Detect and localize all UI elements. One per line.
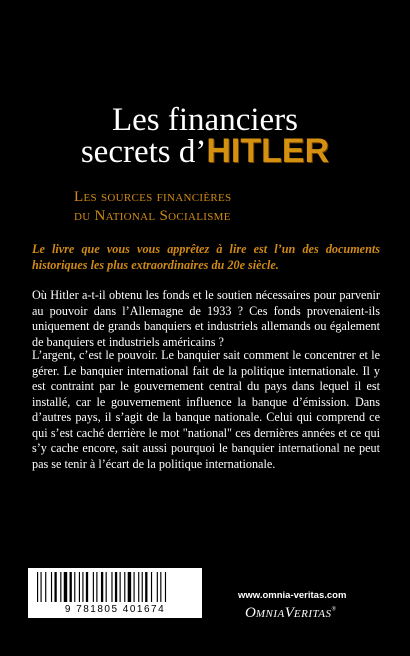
book-title-line1: Les financiers <box>112 102 298 138</box>
intro-text: Le livre que vous vous apprêtez à lire est l’un des documents historiques les plus extraordinaires du 20e siècle. <box>32 242 380 272</box>
publisher-website[interactable]: www.omnia-veritas.com <box>238 590 347 601</box>
barcode <box>28 568 202 618</box>
barcode-bars <box>35 572 195 604</box>
body-paragraph-2: L’argent, c’est le pouvoir. Le banquier sait comment le concentrer et le gérer. Le banquier international fait de la politique internationale. Il y est contraint par le gouvernement central du pays dans lequel il est installé, car le gouvernement influence la banque d’émission. Dans d’autres pays, il s’agit de la banque nationale. Celui qui comprend ce qui s’est caché derrière le mot "national" ces dernières années et ce qui s’y cache encore, sait aussi pourquoi le banquier international ne peut pas se tenir à l’écart de la politique internationale. <box>32 348 380 471</box>
isbn-number: 9 781805 401674 <box>64 604 166 615</box>
book-title-line2 <box>0 132 410 170</box>
subtitle-line2: du National Socialisme <box>74 208 231 224</box>
body-paragraph-1: Où Hitler a-t-il obtenu les fonds et le soutien nécessaires pour parvenir au pouvoir dans l’Allemagne de 1933 ? Ces fonds provenaient-ils uniquement de grands banquiers et industriels allemands ou également de banquiers et industriels américains ? <box>32 288 380 349</box>
subtitle-line1: Les sources financières <box>74 189 232 205</box>
title-hitler: HITLER <box>206 132 330 170</box>
title-prefix: secrets d’ <box>80 134 207 170</box>
publisher-logo: OMNIAVERITAS® <box>245 605 337 621</box>
